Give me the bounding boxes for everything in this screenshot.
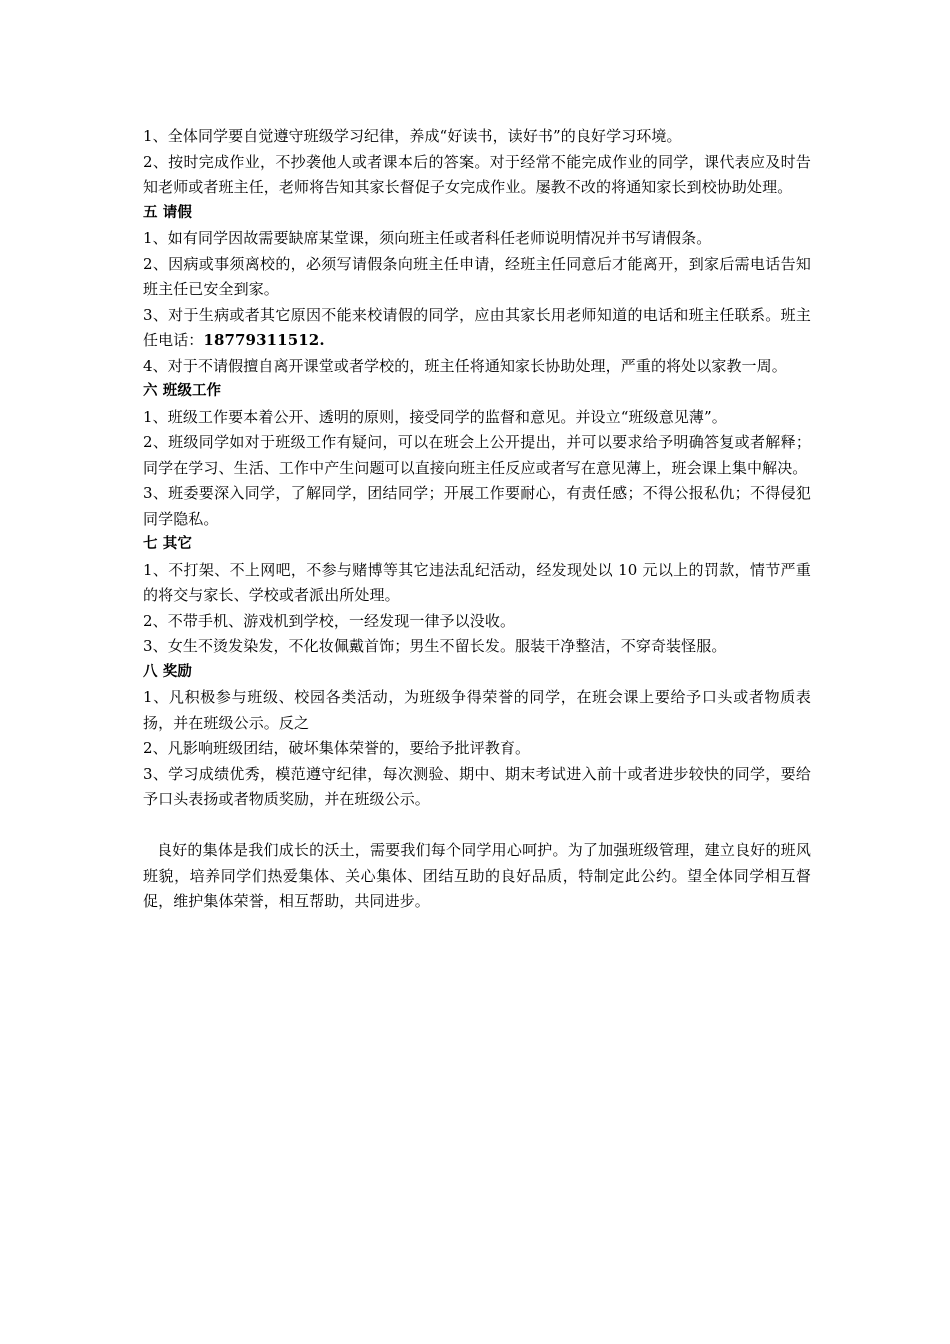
leave-item-3-text: 3、对于生病或者其它原因不能来校请假的同学，应由其家长用老师知道的电话和班主任联系。班主任电话：: [143, 305, 811, 349]
document-body: [143, 124, 811, 915]
rewards-item-3: 3、学习成绩优秀，模范遵守纪律，每次测验、期中、期末考试进入前十或者进步较快的同学，要给予口头表扬或者物质奖励，并在班级公示。: [143, 764, 811, 808]
rewards-item-1: 1、凡积极参与班级、校园各类活动，为班级争得荣誉的同学，在班会课上要给予口头或者物质表扬，并在班级公示。反之: [143, 688, 811, 732]
class-work-item-2: 2、班级同学如对于班级工作有疑问，可以在班会上公开提出，并可以要求给予明确答复或者解释；同学在学习、生活、工作中产生问题可以直接向班主任反应或者写在意见薄上，班会课上集中解决。: [143, 433, 811, 477]
class-work-item-1: 1、班级工作要本着公开、透明的原则，接受同学的监督和意见。并设立“班级意见薄”。: [143, 407, 727, 426]
teacher-phone: 18779311512.: [203, 331, 325, 349]
closing-paragraph: 良好的集体是我们成长的沃土，需要我们每个同学用心呵护。为了加强班级管理，建立良好的班风班貌，培养同学们热爱集体、关心集体、团结互助的良好品质，特制定此公约。望全体同学相互督促，维护集体荣誉，相互帮助，共同进步。: [143, 841, 811, 910]
others-item-2: 2、不带手机、游戏机到学校，一经发现一律予以没收。: [143, 611, 516, 630]
section-title-class-work: 六 班级工作: [143, 383, 222, 399]
leave-item-2: 2、因病或事须离校的，必须写请假条向班主任申请，经班主任同意后才能离开，到家后需电话告知班主任已安全到家。: [143, 254, 811, 298]
leave-item-3: [143, 303, 811, 354]
class-work-item-3: 3、班委要深入同学，了解同学，团结同学；开展工作要耐心，有责任感；不得公报私仇；不得侵犯同学隐私。: [143, 484, 811, 528]
paragraph-spacer: [143, 813, 811, 839]
intro-item-1: 1、全体同学要自觉遵守班级学习纪律，养成“好读书，读好书”的良好学习环境。: [143, 127, 682, 145]
rewards-item-2: 2、凡影响班级团结，破坏集体荣誉的，要给予批评教育。: [143, 739, 531, 757]
others-item-1: 1、不打架、不上网吧，不参与赌博等其它违法乱纪活动，经发现处以 10 元以上的罚款，情节严重的将交与家长、学校或者派出所处理。: [143, 560, 811, 604]
section-title-others: 七 其它: [143, 536, 192, 552]
leave-item-1: 1、如有同学因故需要缺席某堂课，须向班主任或者科任老师说明情况并书写请假条。: [143, 229, 712, 247]
others-item-3: 3、女生不烫发染发，不化妆佩戴首饰；男生不留长发。服装干净整洁，不穿奇装怪服。: [143, 637, 727, 655]
intro-item-2: 2、按时完成作业，不抄袭他人或者课本后的答案。对于经常不能完成作业的同学，课代表应及时告知老师或者班主任，老师将告知其家长督促子女完成作业。屡教不改的将通知家长到校协助处理。: [143, 152, 811, 196]
leave-item-4: 4、对于不请假擅自离开课堂或者学校的，班主任将通知家长协助处理，严重的将处以家教一周。: [143, 356, 787, 375]
section-title-leave: 五 请假: [143, 204, 192, 221]
section-title-rewards: 八 奖励: [143, 663, 192, 680]
